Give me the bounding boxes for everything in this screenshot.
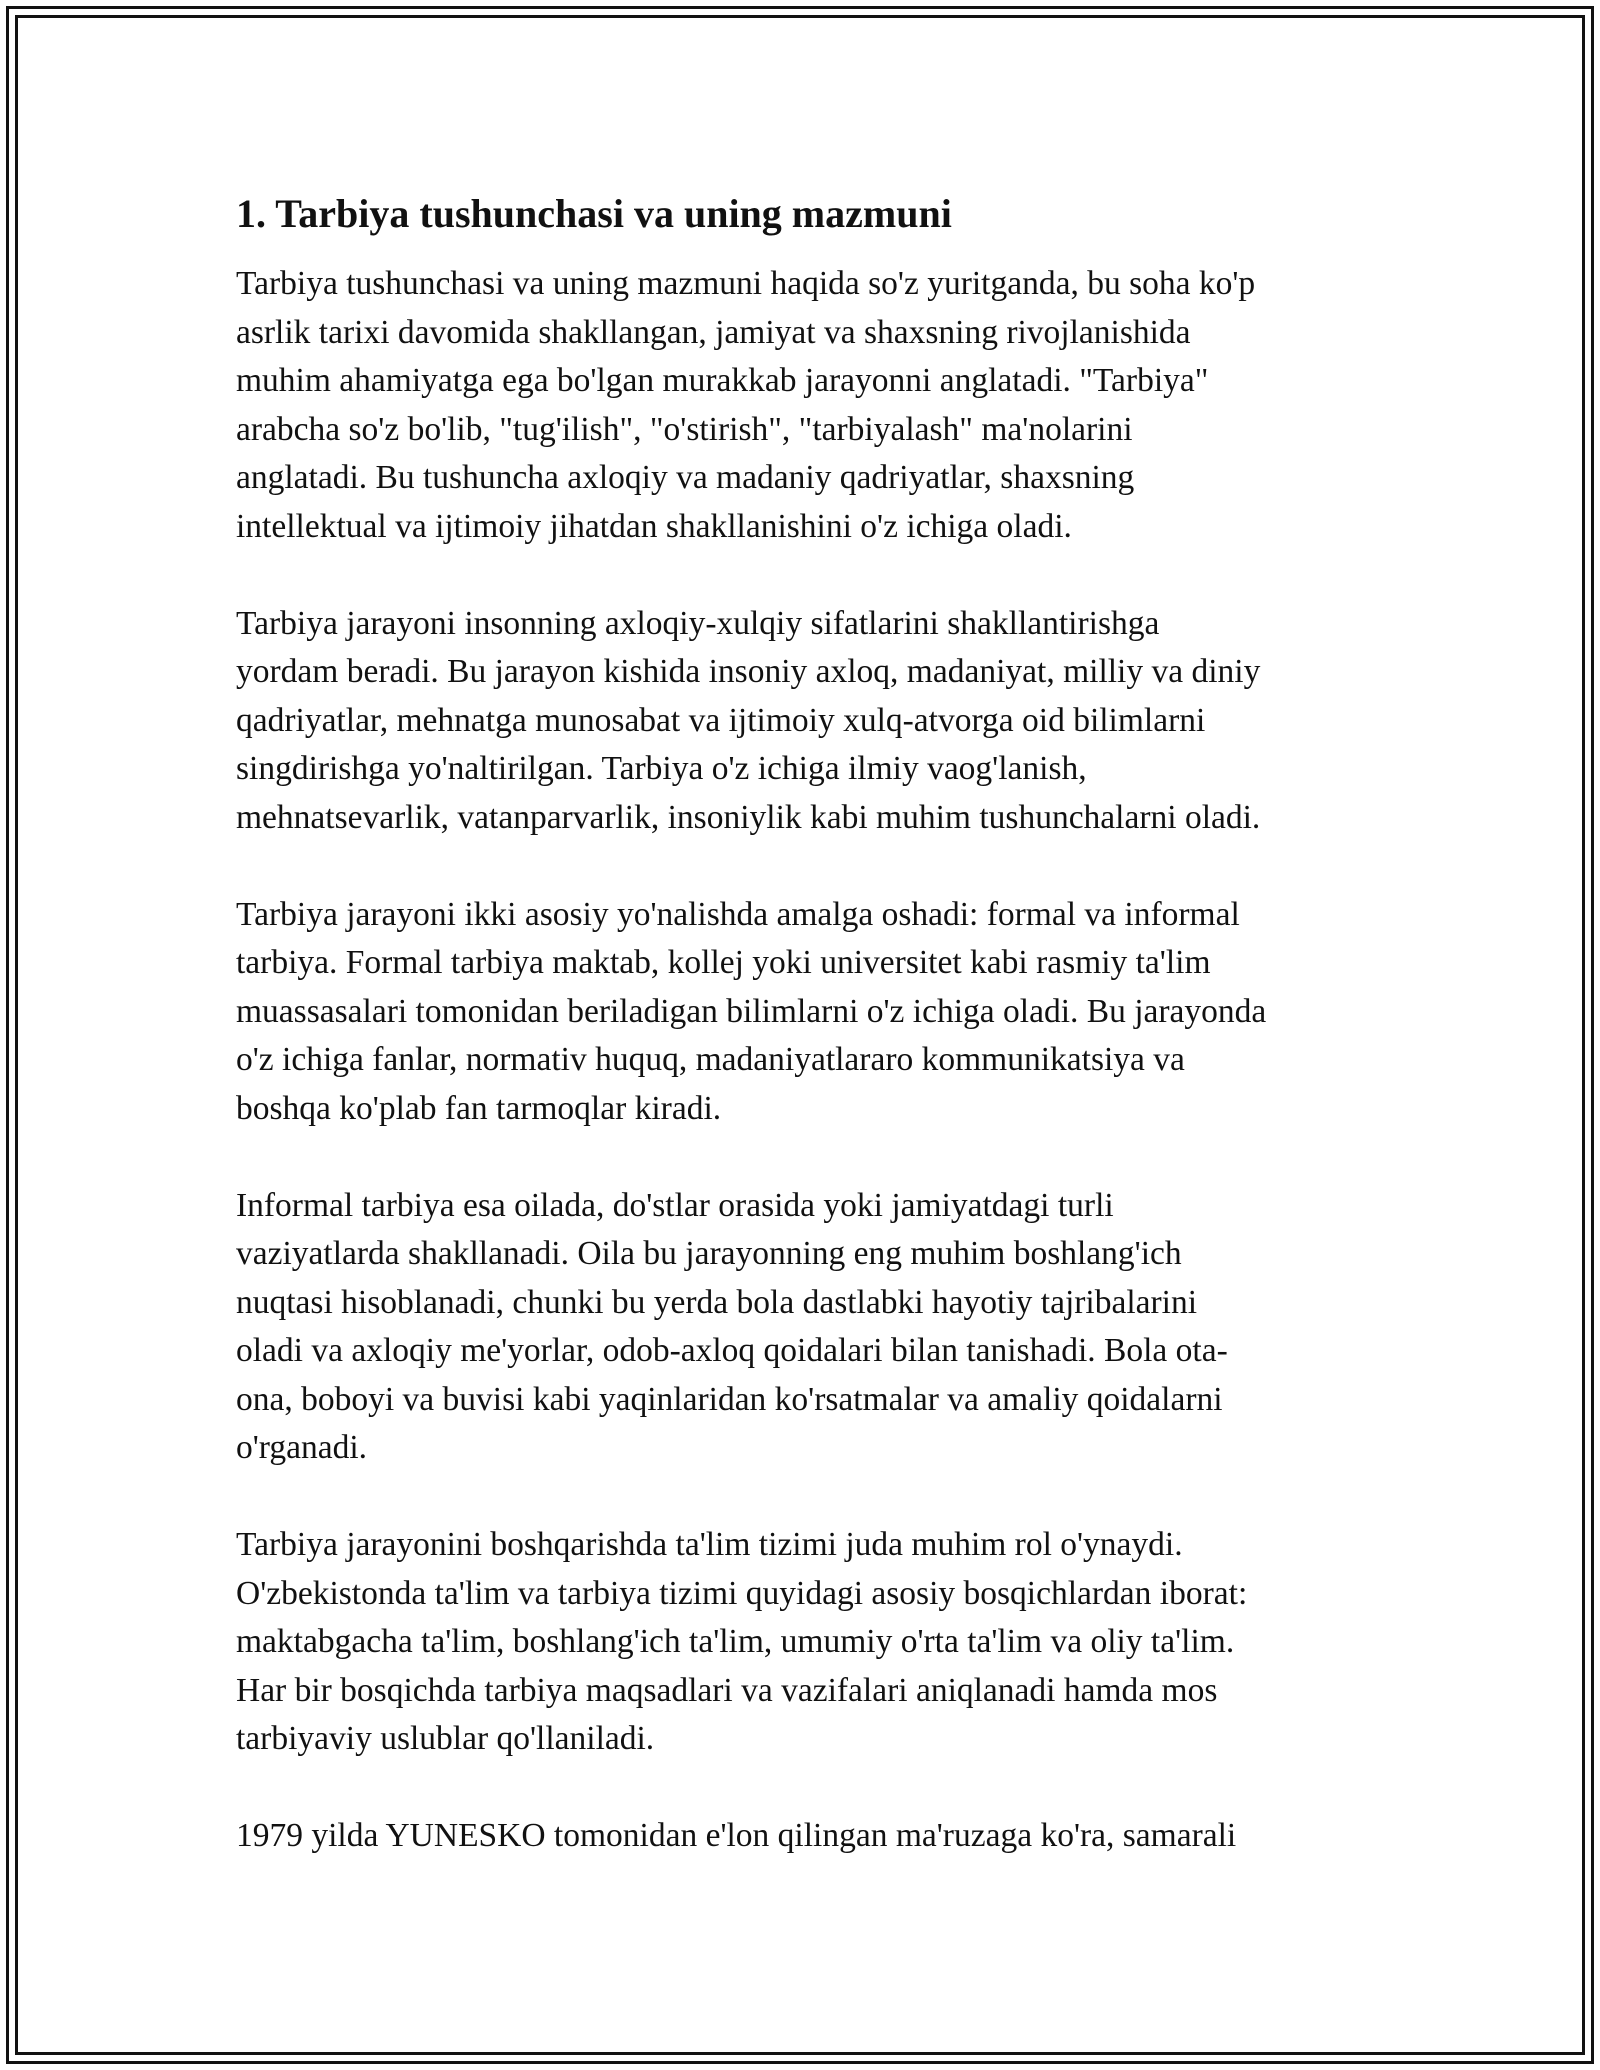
text-line: mehnatsevarlik, vatanparvarlik, insoniylik kabi muhim tushunchalarni oladi. [236, 798, 1261, 836]
paragraph-1 [236, 260, 1376, 551]
document-body [236, 190, 1376, 1909]
paragraph-5 [236, 1521, 1376, 1764]
text-line: singdirishga yo'naltirilgan. Tarbiya o'z ichiga ilmiy vaog'lanish, [236, 750, 1087, 787]
section-heading: 1. Tarbiya tushunchasi va uning mazmuni [236, 191, 952, 236]
text-line: Informal tarbiya esa oilada, do'stlar orasida yoki jamiyatdagi turli [236, 1186, 1114, 1224]
text-line: arabcha so'z bo'lib, "tug'ilish", "o'stirish", "tarbiyalash" ma'nolarini [236, 410, 1133, 448]
text-line: tarbiya. Formal tarbiya maktab, kollej yoki universitet kabi rasmiy ta'lim [236, 944, 1211, 981]
text-line: Tarbiya jarayonini boshqarishda ta'lim tizimi juda muhim rol o'ynaydi. [236, 1526, 1183, 1563]
text-line: vaziyatlarda shakllanadi. Oila bu jarayonning eng muhim boshlang'ich [236, 1235, 1182, 1272]
text-line: nuqtasi hisoblanadi, chunki bu yerda bola dastlabki hayotiy tajribalarini [236, 1283, 1198, 1321]
text-line: yordam beradi. Bu jarayon kishida insoniy axloq, madaniyat, milliy va diniy [236, 653, 1261, 690]
text-line: Har bir bosqichda tarbiya maqsadlari va vazifalari aniqlanadi hamda mos [236, 1671, 1218, 1709]
text-line: o'rganadi. [236, 1429, 368, 1466]
text-line: O'zbekistonda ta'lim va tarbiya tizimi quyidagi asosiy bosqichlardan iborat: [236, 1574, 1248, 1612]
paragraph-4 [236, 1182, 1376, 1473]
text-line: oladi va axloqiy me'yorlar, odob-axloq qoidalari bilan tanishadi. Bola ota- [236, 1332, 1228, 1369]
text-line: asrlik tarixi davomida shakllangan, jamiyat va shaxsning rivojlanishida [236, 313, 1191, 351]
text-line: 1979 yilda YUNESKO tomonidan e'lon qilingan ma'ruzaga ko'ra, samarali [236, 1817, 1237, 1854]
paragraph-6 [236, 1812, 1376, 1861]
text-line: Tarbiya jarayoni insonning axloqiy-xulqiy sifatlarini shakllantirishga [236, 604, 1160, 642]
text-line: Tarbiya jarayoni ikki asosiy yo'nalishda amalga oshadi: formal va informal [236, 895, 1240, 933]
paragraph-3 [236, 891, 1376, 1134]
text-line: maktabgacha ta'lim, boshlang'ich ta'lim, umumiy o'rta ta'lim va oliy ta'lim. [236, 1623, 1235, 1660]
text-line: muassasalari tomonidan beriladigan bilimlarni o'z ichiga oladi. Bu jarayonda [236, 992, 1267, 1030]
text-line: intellektual va ijtimoiy jihatdan shakllanishini o'z ichiga oladi. [236, 507, 1072, 545]
text-line: qadriyatlar, mehnatga munosabat va ijtimoiy xulq-atvorga oid bilimlarni [236, 701, 1206, 739]
text-line: Tarbiya tushunchasi va uning mazmuni haqida so'z yuritganda, bu soha ko'p [236, 265, 1256, 302]
text-line: ona, boboyi va buvisi kabi yaqinlaridan ko'rsatmalar va amaliy qoidalarni [236, 1380, 1223, 1418]
text-line: anglatadi. Bu tushuncha axloqiy va madaniy qadriyatlar, shaxsning [236, 459, 1135, 496]
paragraph-2 [236, 600, 1376, 843]
text-line: o'z ichiga fanlar, normativ huquq, madaniyatlararo kommunikatsiya va [236, 1041, 1185, 1078]
text-line: boshqa ko'plab fan tarmoqlar kiradi. [236, 1089, 722, 1127]
text-line: muhim ahamiyatga ega bo'lgan murakkab jarayonni anglatadi. "Tarbiya" [236, 362, 1209, 399]
text-line: tarbiyaviy uslublar qo'llaniladi. [236, 1720, 655, 1757]
